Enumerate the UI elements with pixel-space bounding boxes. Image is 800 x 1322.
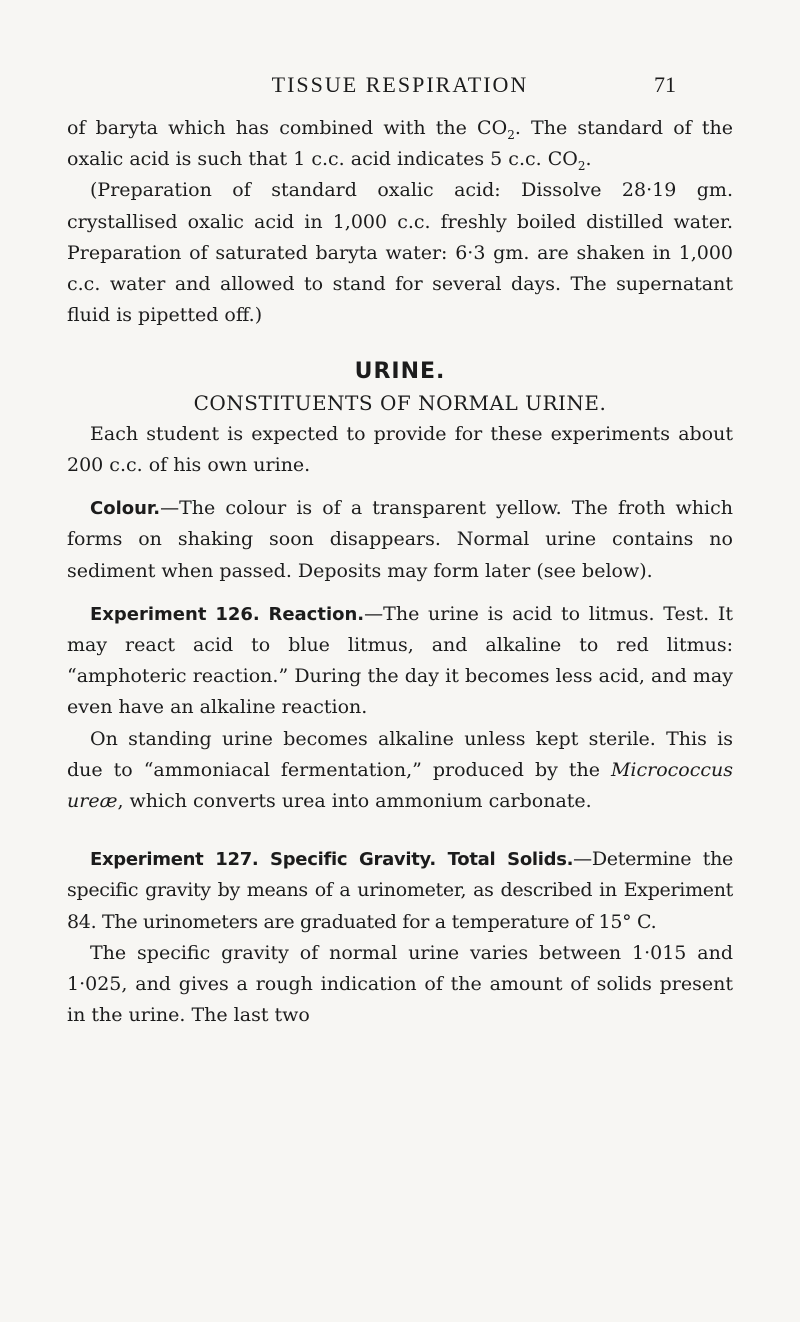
experiment-126-label: Experiment 126. <box>90 603 260 625</box>
paragraph-experiment-127: Experiment 127. Specific Gravity. Total Solids.—Determine the specific gravity by means of a urinometer, as described in Experiment 84. The urinometers are graduated for a temperature of 15° C. <box>67 848 733 933</box>
running-head <box>0 72 800 102</box>
colour-label: Colour. <box>90 498 161 520</box>
experiment-127-title: Specific Gravity. Total Solids. <box>270 849 574 871</box>
paragraph-preparation: (Preparation of standard oxalic acid: Dissolve 28·19 gm. crystallised oxalic acid in 1,000 c.c. freshly boiled distilled water. Preparation of saturated baryta water: 6·3 gm. are shaken in 1,000 c.c. water and allowed to stand for several days. The supernatant fluid is pipetted off.) <box>67 179 733 327</box>
organism-name: Micrococcus ureæ <box>67 758 733 813</box>
body-text <box>67 113 733 1031</box>
running-title: TISSUE RESPIRATION <box>271 72 529 97</box>
paragraph-specific-gravity: The specific gravity of normal urine varies between 1·015 and 1·025, and gives a rough indication of the amount of solids present in the urine. The last two <box>67 941 733 1027</box>
paragraph-standing: On standing urine becomes alkaline unless kept sterile. This is due to “ammoniacal fermentation,” produced by the Micrococcus ureæ, which converts urea into ammonium carbonate. <box>67 727 733 813</box>
paragraph-baryta: of baryta which has combined with the $CO_2$. The standard of the oxalic acid is such that 1 c.c. acid indicates 5 c.c. $CO_2$. <box>67 117 734 173</box>
section-heading: URINE. <box>354 359 446 385</box>
paragraph-experiment-126: Experiment 126. Reaction.—The urine is acid to litmus. Test. It may react acid to blue litmus, and alkaline to red litmus: “amphoteric reaction.” During the day it becomes less acid, and may even have an alkaline reaction. <box>67 602 733 719</box>
experiment-126-title: Reaction. <box>268 603 365 625</box>
experiment-127-label: Experiment 127. <box>90 849 259 871</box>
paragraph-instruction: Each student is expected to provide for these experiments about 200 c.c. of his own urine. <box>67 422 733 477</box>
section-subheading: CONSTITUENTS OF NORMAL URINE. <box>193 390 607 415</box>
paragraph-colour: Colour.—The colour is of a transparent yellow. The froth which forms on shaking soon disappears. Normal urine contains no sediment when passed. Deposits may form later (see below). <box>67 497 733 582</box>
page-number: 71 <box>654 72 676 97</box>
